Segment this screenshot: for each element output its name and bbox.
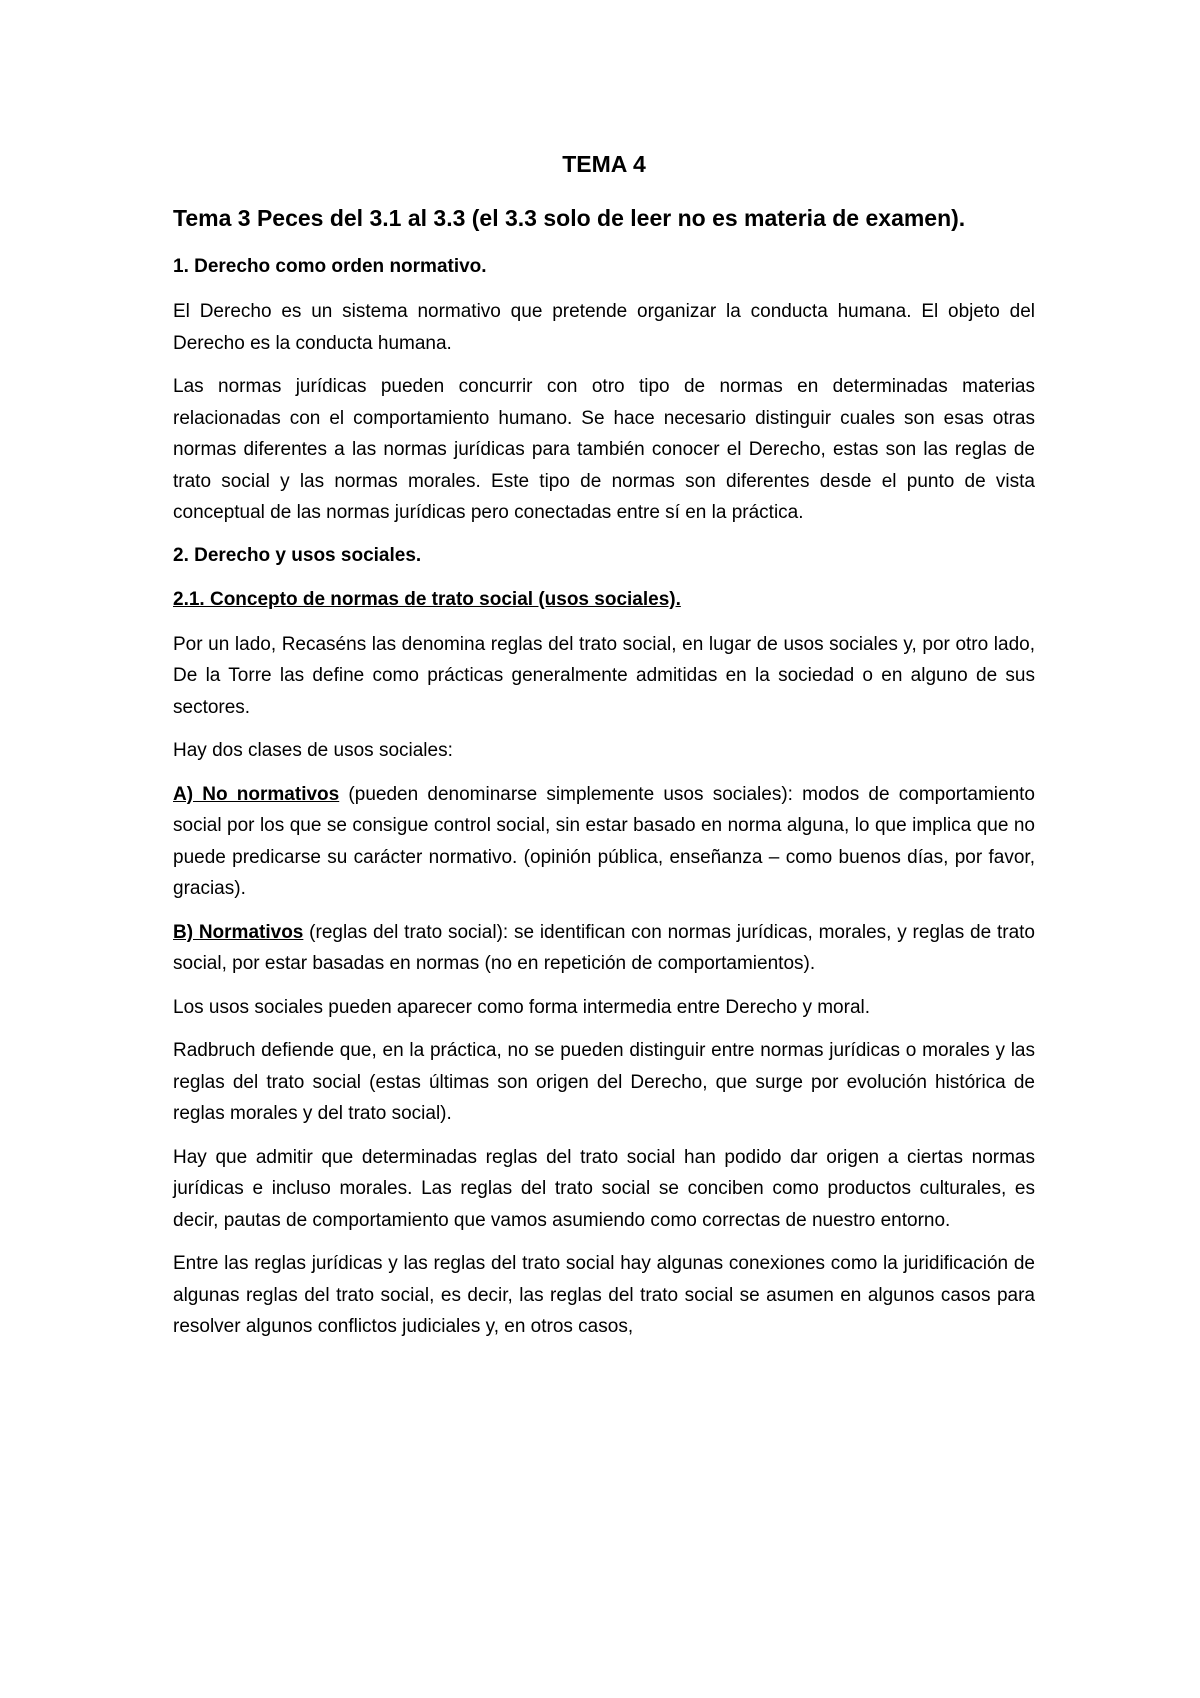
section-2-paragraph-4: Radbruch defiende que, en la práctica, no se pueden distinguir entre normas jurídicas o morales y las reglas del trato social (estas últimas son origen del Derecho, que surge por evolución histórica de reglas morales y del trato social). <box>173 1040 1035 1124</box>
section-2-paragraph-3: Los usos sociales pueden aparecer como forma intermedia entre Derecho y moral. <box>173 996 871 1018</box>
section-1-heading: 1. Derecho como orden normativo. <box>173 256 487 277</box>
section-2-paragraph-1: Por un lado, Recaséns las denomina reglas del trato social, en lugar de usos sociales y, por otro lado, De la Torre las define como prácticas generalmente admitidas en la sociedad o en alguno de sus sectores. <box>173 633 1035 718</box>
document-subtitle: Tema 3 Peces del 3.1 al 3.3 (el 3.3 solo de leer no es materia de examen). <box>173 205 966 231</box>
section-2-1-heading: 2.1. Concepto de normas de trato social (usos sociales). <box>173 588 681 610</box>
section-2-paragraph-2: Hay dos clases de usos sociales: <box>173 740 453 761</box>
document-body <box>173 148 1035 1355</box>
section-2-heading: 2. Derecho y usos sociales. <box>173 544 422 566</box>
list-item-b <box>173 917 1035 980</box>
list-item-b-label: B) Normativos <box>173 921 304 943</box>
section-1-paragraph-1: El Derecho es un sistema normativo que pretende organizar la conducta humana. El objeto del Derecho es la conducta humana. <box>173 301 1035 354</box>
list-item-a-text: (pueden denominarse simplemente usos sociales): modos de comportamiento social por los que se consigue control social, sin estar basado en norma alguna, lo que implica que no puede predicarse su carácter normativo. (opinión pública, enseñanza – como buenos días, por favor, gracias). <box>173 783 1035 899</box>
section-1-paragraph-2: Las normas jurídicas pueden concurrir con otro tipo de normas en determinadas materias relacionadas con el comportamiento humano. Se hace necesario distinguir cuales son esas otras normas diferentes a las normas jurídicas para también conocer el Derecho, estas son las reglas de trato social y las normas morales. Este tipo de normas son diferentes desde el punto de vista conceptual de las normas jurídicas pero conectadas entre sí en la práctica. <box>173 376 1035 523</box>
list-item-b-text: (reglas del trato social): se identifican con normas jurídicas, morales, y reglas de trato social, por estar basadas en normas (no en repetición de comportamientos). <box>173 921 1035 974</box>
section-2-paragraph-5: Hay que admitir que determinadas reglas del trato social han podido dar origen a ciertas normas jurídicas e incluso morales. Las reglas del trato social se conciben como productos culturales, es decir, pautas de comportamiento que vamos asumiendo como correctas de nuestro entorno. <box>173 1146 1035 1231</box>
document-title: TEMA 4 <box>562 151 646 177</box>
list-item-a-label: A) No normativos <box>173 783 340 805</box>
section-2-paragraph-6: Entre las reglas jurídicas y las reglas del trato social hay algunas conexiones como la juridificación de algunas reglas del trato social, es decir, las reglas del trato social se asumen en algunos casos para resolver algunos conflictos judiciales y, en otros casos, <box>173 1253 1035 1337</box>
list-item-a <box>173 779 1035 905</box>
